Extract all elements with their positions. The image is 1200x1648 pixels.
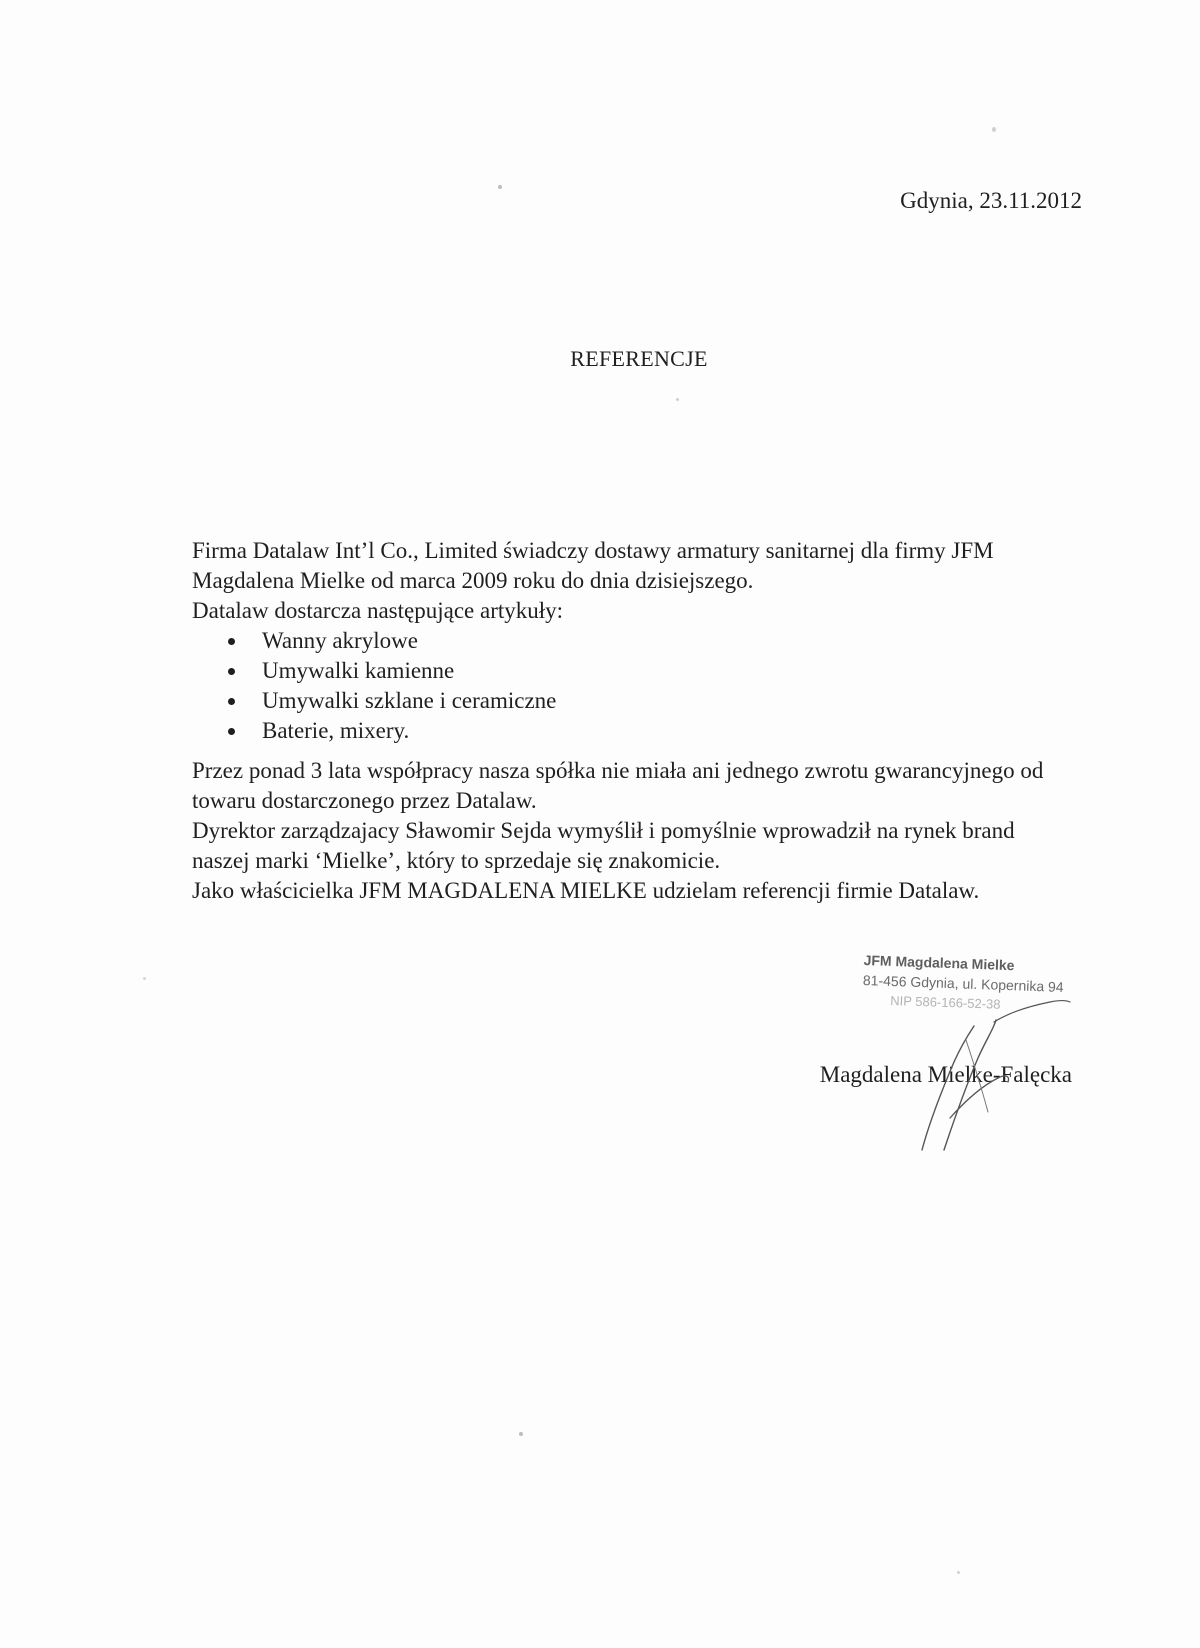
closing-line: naszej marki ‘Mielke’, który to sprzedaje się znakomicie.: [192, 848, 721, 873]
scan-speck: [676, 398, 679, 401]
letter-heading: REFERENCJE: [570, 346, 708, 371]
scan-speck: [957, 1571, 960, 1574]
stamp-tax-id: NIP 586-166-52-38: [889, 992, 1001, 1012]
closing-line: Jako właścicielka JFM MAGDALENA MIELKE udzielam referencji firmie Datalaw.: [192, 878, 980, 903]
product-list: [192, 626, 1092, 746]
product-list-item: Umywalki szklane i ceramiczne: [228, 686, 1092, 716]
letter-date: Gdynia, 23.11.2012: [900, 188, 1082, 213]
product-list-item: Baterie, mixery.: [228, 716, 1092, 746]
scan-speck: [498, 185, 502, 189]
scan-speck: [143, 977, 146, 980]
intro-line: Datalaw dostarcza następujące artykuły:: [192, 598, 564, 623]
closing-line: Przez ponad 3 lata współpracy nasza spółka nie miała ani jednego zwrotu gwarancyjnego od: [192, 758, 1044, 783]
product-list-item: Wanny akrylowe: [228, 626, 1092, 656]
closing-line: towaru dostarczonego przez Datalaw.: [192, 788, 537, 813]
intro-line: Magdalena Mielke od marca 2009 roku do dnia dzisiejszego.: [192, 568, 754, 593]
handwritten-signature: [870, 850, 1090, 1170]
product-list-item: Umywalki kamienne: [228, 656, 1092, 686]
stamp-address: 81-456 Gdynia, ul. Kopernika 94: [862, 971, 1064, 995]
scan-speck: [519, 1432, 523, 1436]
scan-speck: [992, 127, 996, 132]
stamp-company-name: JFM Magdalena Mielke: [863, 951, 1015, 974]
intro-line: Firma Datalaw Int’l Co., Limited świadczy dostawy armatury sanitarnej dla firmy JFM: [192, 538, 994, 563]
closing-line: Dyrektor zarządzajacy Sławomir Sejda wymyślił i pomyślnie wprowadził na rynek brand: [192, 818, 1015, 843]
signer-name: Magdalena Mielke-Falęcka: [819, 1062, 1072, 1087]
intro-section: [192, 536, 1092, 746]
